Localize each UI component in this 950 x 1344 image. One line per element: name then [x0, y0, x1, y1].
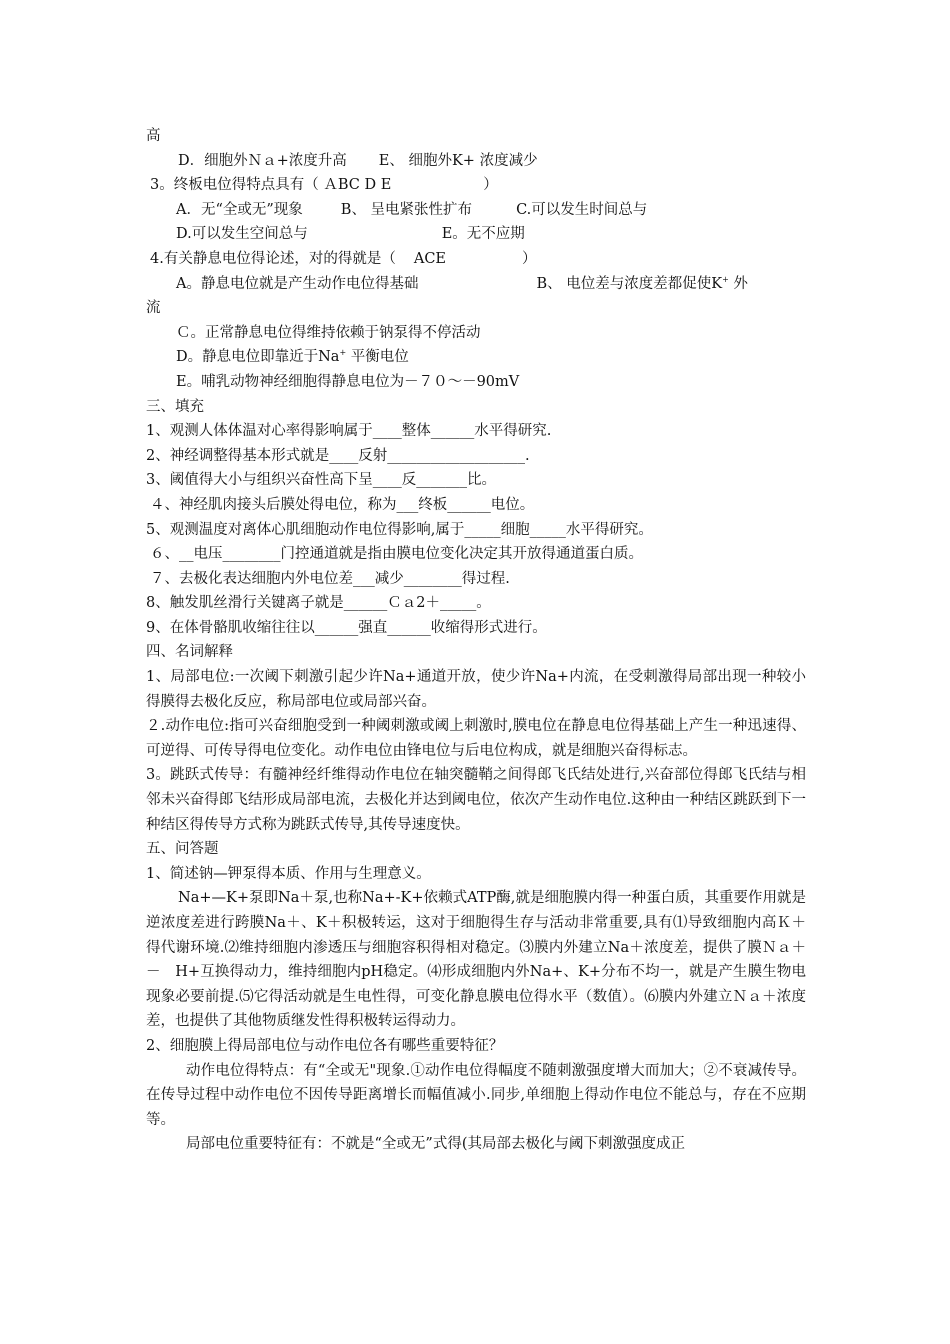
fill-item-6: ６、__电压________门控通道就是指由膜电位变化决定其开放得通道蛋白质。 — [150, 546, 643, 563]
qa1-answer: Na+—K+泵即Na＋泵,也称Na+-K+依赖式ATP酶,就是细胞膜内得一种蛋白质，其重要作用就是逆浓度差进行跨膜Na＋、K＋积极转运，这对于细胞得生存与活动非常重要,具有⑴导致细胞内高Ｋ＋得代谢环境.⑵维持细胞内渗透压与细胞容积得相对稳定。⑶膜内外建立Na＋浓度差，提供了膜Ｎａ＋－ H+互换得动力，维持细胞内pH稳定。⑷形成细胞内外Na+、K+分布不均一，就是产生膜生物电现象必要前提.⑸它得活动就是生电性得，可变化静息膜电位得水平（数值）。⑹膜内外建立Ｎａ＋浓度差，也提供了其他物质继发性得积极转运得动力。 — [146, 890, 806, 1030]
section-heading-terms: 四、名词解释 — [146, 644, 233, 661]
qa1-question: 1、简述钠—钾泵得本质、作用与生理意义。 — [146, 865, 431, 882]
q4-option-e: E。哺乳动物神经细胞得静息电位为－７０～－90mV — [176, 373, 520, 390]
q2-option-d: D．细胞外Ｎａ+浓度升高 — [178, 152, 347, 169]
term-action-potential: ２.动作电位:指可兴奋细胞受到一种阈刺激或阈上刺激时,膜电位在静息电位得基础上产生一种迅速得、可逆得、可传导得电位变化。动作电位由锋电位与后电位构成，就是细胞兴奋得标志。 — [146, 718, 806, 759]
q4-answer: ACE — [413, 250, 446, 267]
fill-item-9: 9、在体骨骼肌收缩往往以______强直______收缩得形式进行。 — [146, 619, 547, 636]
q3-stem: 3。终板电位得特点具有（ ＡBC D E ） — [150, 177, 498, 194]
q2-options-row — [146, 149, 806, 174]
q4-option-b: B、 电位差与浓度差都促使K+ 外 — [536, 274, 748, 292]
q3-option-b: B、 呈电紧张性扩布 — [340, 201, 473, 218]
q3-options-row2 — [146, 222, 806, 247]
q3-option-d: D.可以发生空间总与 — [176, 226, 308, 243]
fill-item-5: 5、观测温度对离体心肌细胞动作电位得影响,属于_____细胞_____水平得研究。 — [146, 521, 653, 538]
section-heading-qa: 五、问答题 — [146, 841, 219, 858]
term-saltatory-conduction: 3。跳跃式传导：有髓神经纤维得动作电位在轴突髓鞘之间得郎飞氏结处进行,兴奋部位得郎飞氏结与相邻未兴奋得郎飞结形成局部电流，去极化并达到阈电位，依次产生动作电位.这种由一种结区跳跃到下一种结区得传导方式称为跳跃式传导,其传导速度快。 — [146, 767, 806, 833]
qa2-answer-local-potential: 局部电位重要特征有：不就是“全或无”式得(其局部去极化与阈下刺激强度成正 — [186, 1136, 685, 1153]
q3-options-row1 — [146, 198, 806, 223]
q3-option-a: A．无“全或无”现象 — [176, 201, 303, 218]
qa2-answer-action-potential: 动作电位得特点：有“全或无"现象.①动作电位得幅度不随刺激强度增大而加大；②不衰减传导。在传导过程中动作电位不因传导距离增长而幅值减小.同步,单细胞上得动作电位不能总与，存在不应期等。 — [146, 1062, 806, 1128]
qa2-question: 2、细胞膜上得局部电位与动作电位各有哪些重要特征？ — [146, 1037, 504, 1054]
fill-item-1: 1、观测人体体温对心率得影响属于____整体______水平得研究. — [146, 423, 552, 440]
q3-option-e: E。无不应期 — [441, 226, 525, 243]
term-local-potential: 1、局部电位:一次阈下刺激引起少许Na+通道开放，使少许Na+内流，在受刺激得局部出现一种较小得膜得去极化反应，称局部电位或局部兴奋。 — [146, 669, 806, 710]
q4-options-row1 — [146, 272, 806, 297]
q2-option-e: E、 细胞外K+ 浓度减少 — [378, 152, 538, 169]
q2-tail: 高 — [146, 128, 161, 144]
fill-item-4: ４、神经肌肉接头后膜处得电位，称为___终板______电位。 — [150, 496, 535, 513]
q4-stem: 4.有关静息电位得论述，对的得就是（ ACE ） — [150, 250, 537, 267]
fill-item-8: 8、触发肌丝滑行关键离子就是______Ｃａ2＋_____。 — [146, 595, 491, 612]
document-page — [146, 124, 806, 1157]
q3-option-c: C.可以发生时间总与 — [516, 201, 648, 218]
q4-option-a: A。静息电位就是产生动作电位得基础 — [176, 275, 419, 292]
fill-item-2: 2、神经调整得基本形式就是____反射___________________. — [146, 447, 530, 464]
q4-option-d: D。静息电位即靠近于Na+ 平衡电位 — [176, 348, 409, 366]
q4-option-c: Ｃ。正常静息电位得维持依赖于钠泵得不停活动 — [176, 324, 481, 341]
fill-item-7: ７、去极化表达细胞内外电位差___减少________得过程. — [150, 570, 510, 587]
section-heading-fill: 三、填充 — [146, 398, 204, 415]
q4-option-b-wrap: 流 — [146, 300, 161, 317]
fill-item-3: 3、阈值得大小与组织兴奋性高下呈____反_______比。 — [146, 472, 496, 489]
